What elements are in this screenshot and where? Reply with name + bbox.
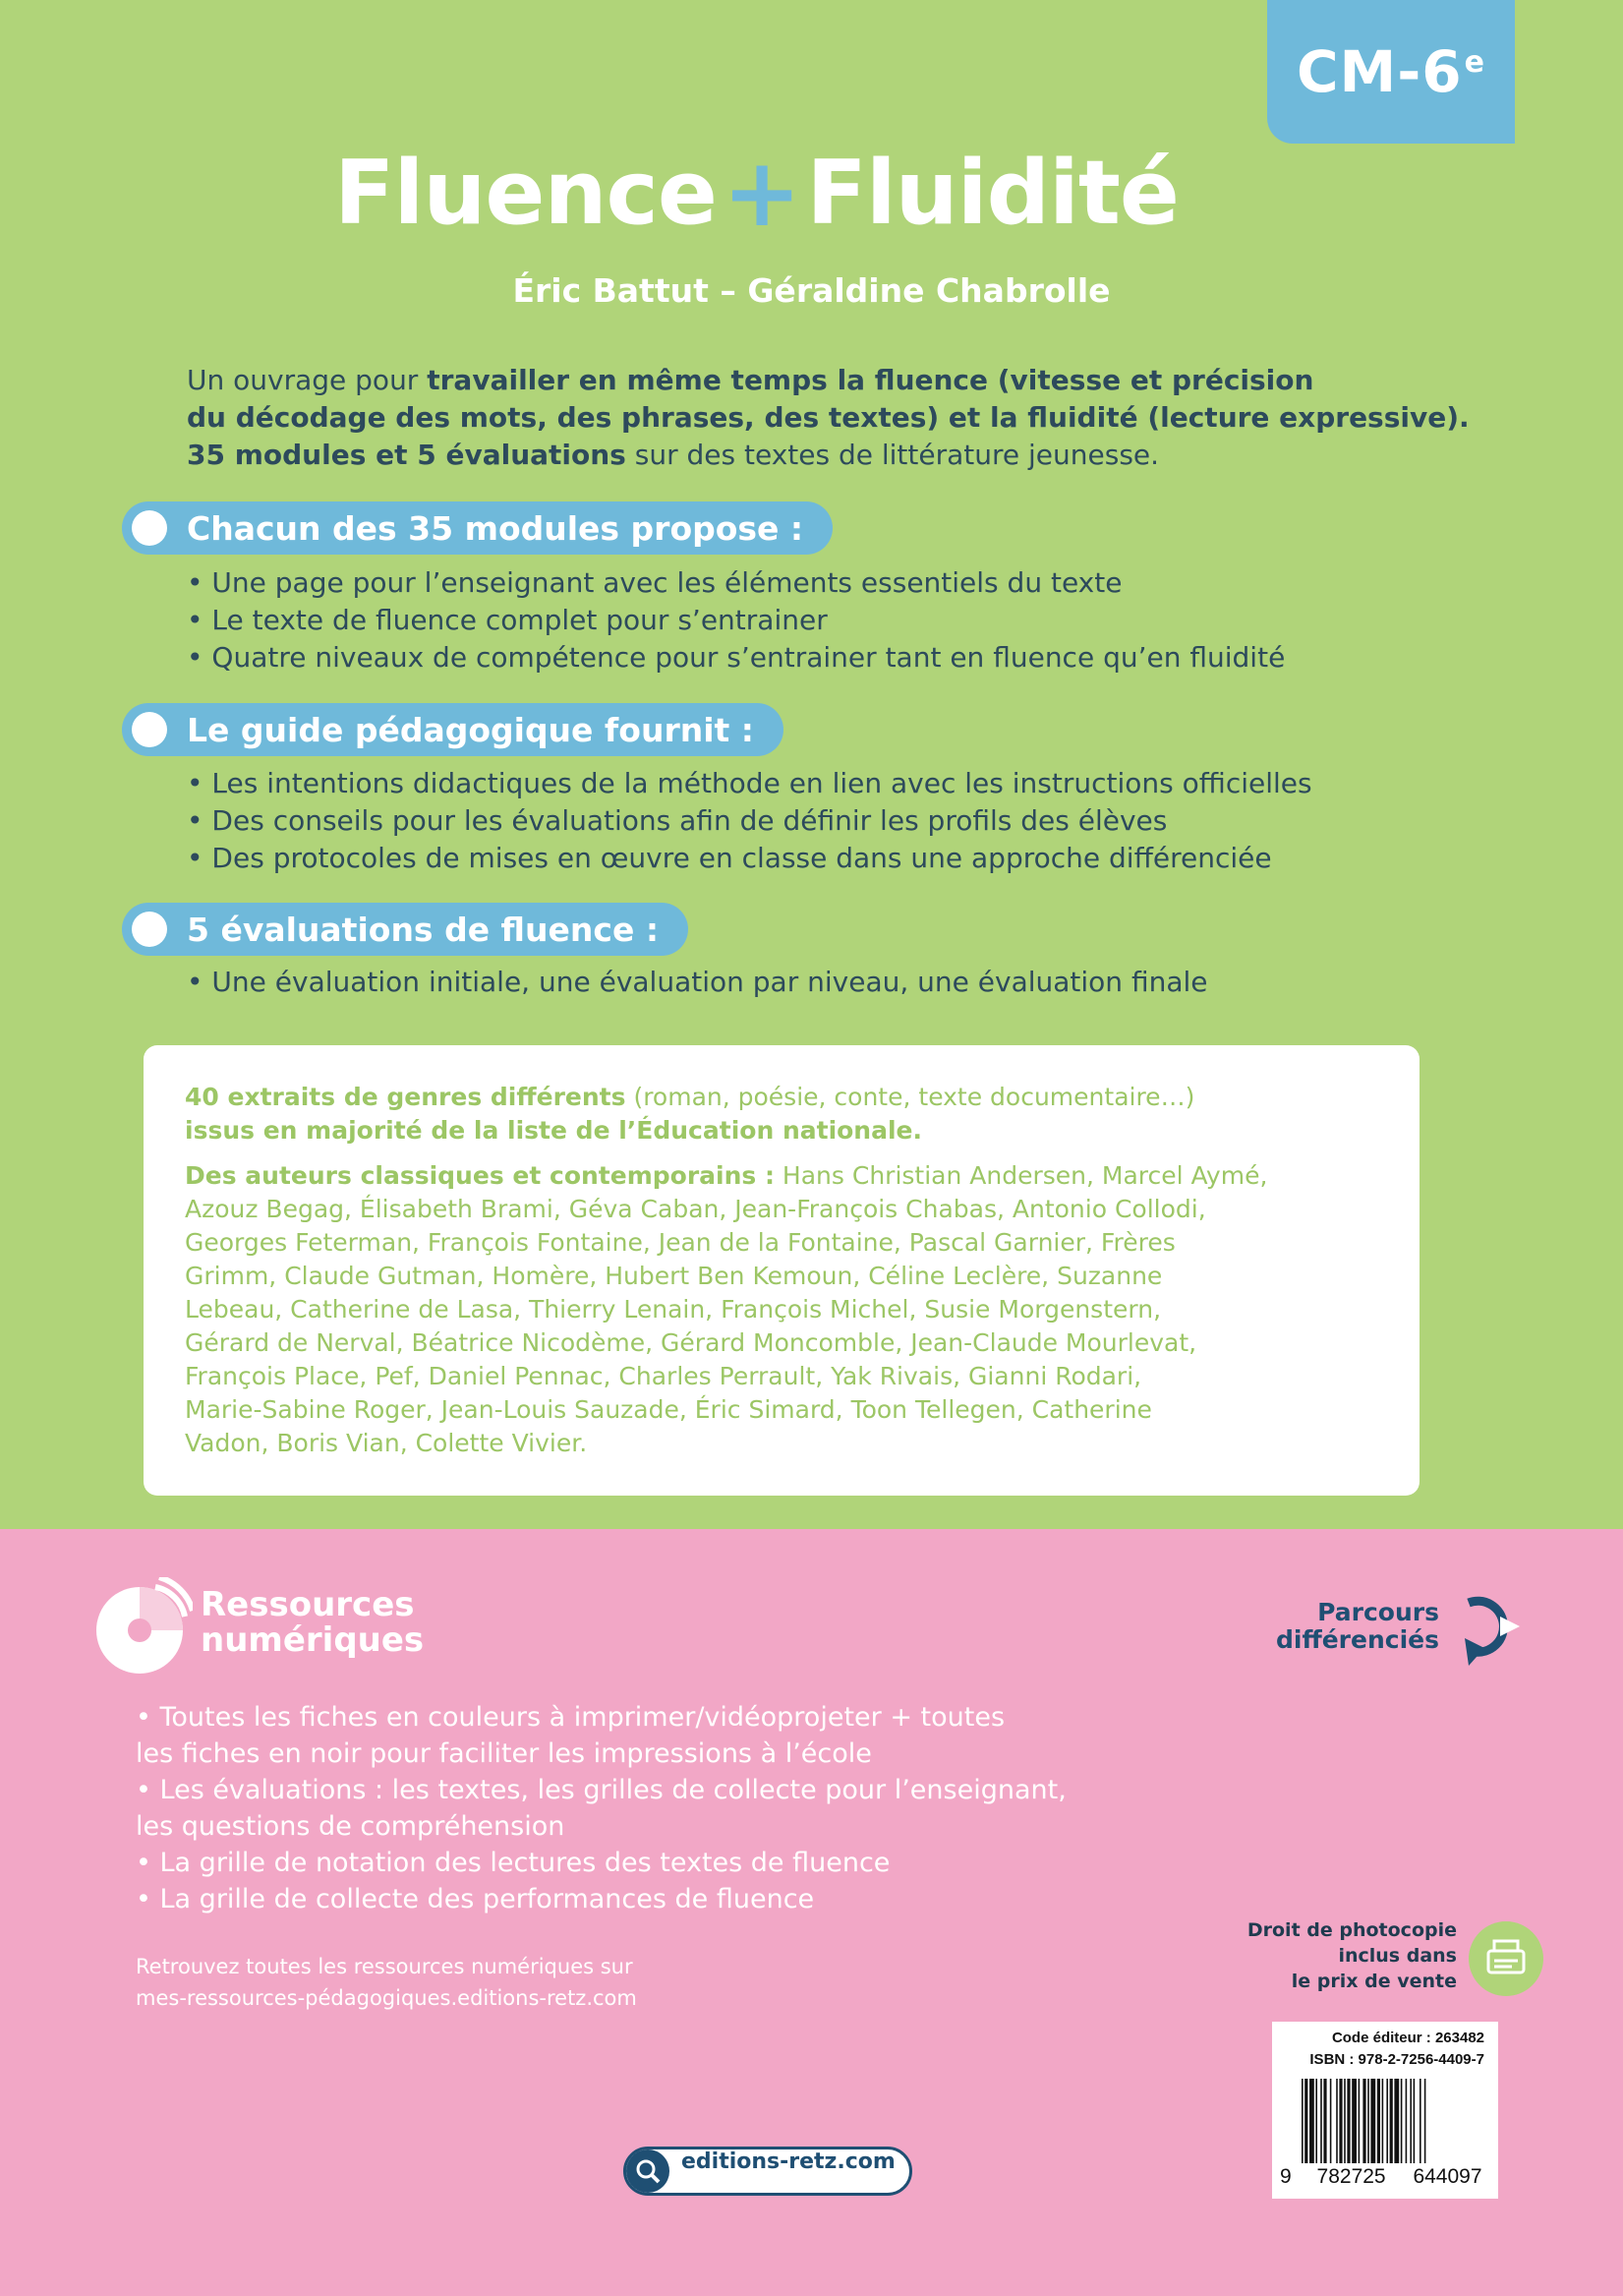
list-item: • Toutes les fiches en couleurs à imprimer/vidéoprojeter + toutes xyxy=(136,1702,1006,1733)
resources-url-note xyxy=(136,1951,637,2014)
cd-disc-icon xyxy=(94,1577,193,1676)
website-link[interactable] xyxy=(623,2147,912,2196)
box-p2-bold: Des auteurs classiques et contemporains : xyxy=(185,1161,775,1190)
list-item: • Le texte de fluence complet pour s’entrainer xyxy=(187,604,828,636)
search-icon xyxy=(626,2149,669,2193)
barcode-icon xyxy=(1302,2079,1475,2163)
list-item: • Une page pour l’enseignant avec les éléments essentiels du texte xyxy=(187,566,1123,599)
resources-logo-line1: Ressources xyxy=(201,1585,415,1624)
bullet-dot-icon xyxy=(132,510,167,546)
bullet-dot-icon xyxy=(132,712,167,747)
publisher-code: Code éditeur : 263482 xyxy=(1331,2030,1484,2046)
box-author-line: Marie-Sabine Roger, Jean-Louis Sauzade, Éric Simard, Toon Tellegen, Catherine xyxy=(185,1395,1152,1424)
parcours-line2: différenciés xyxy=(1276,1625,1439,1654)
list-item: les fiches en noir pour faciliter les impressions à l’école xyxy=(136,1738,872,1769)
resources-list xyxy=(136,1699,1067,1917)
box-line xyxy=(185,1083,1194,1111)
list-item: • Une évaluation initiale, une évaluation par niveau, une évaluation finale xyxy=(187,966,1208,998)
photocopier-icon xyxy=(1469,1921,1543,1996)
box-author-line: Grimm, Claude Gutman, Homère, Hubert Ben Kemoun, Céline Leclère, Suzanne xyxy=(185,1262,1163,1290)
list-item: • Quatre niveaux de compétence pour s’entrainer tant en fluence qu’en fluidité xyxy=(187,641,1286,674)
section-heading-text: Chacun des 35 modules propose : xyxy=(187,508,804,548)
resources-logo-text xyxy=(201,1587,424,1658)
parcours-line1: Parcours xyxy=(1317,1598,1439,1626)
website-label: editions-retz.com xyxy=(681,2149,896,2174)
barcode-digits-right: 644097 xyxy=(1413,2165,1482,2188)
section-heading-evaluations xyxy=(122,903,688,956)
resources-note-line1: Retrouvez toutes les ressources numériques sur xyxy=(136,1955,633,1978)
list-item: • La grille de collecte des performances de fluence xyxy=(136,1884,815,1914)
title-part1: Fluence xyxy=(334,141,717,245)
section-heading-text: 5 évaluations de fluence : xyxy=(187,910,660,949)
photocopy-line2: inclus dans xyxy=(1338,1945,1457,1967)
barcode-digits-left: 782725 xyxy=(1316,2165,1386,2188)
intro-line3-bold: 35 modules et 5 évaluations xyxy=(187,439,626,471)
box-author-line: Gérard de Nerval, Béatrice Nicodème, Gérard Moncomble, Jean-Claude Mourlevat, xyxy=(185,1328,1197,1357)
photocopy-line1: Droit de photocopie xyxy=(1246,1919,1457,1941)
section-heading-text: Le guide pédagogique fournit : xyxy=(187,710,754,749)
list-item: • Les évaluations : les textes, les grilles de collecte pour l’enseignant, xyxy=(136,1775,1067,1805)
box-author-line: Vadon, Boris Vian, Colette Vivier. xyxy=(185,1429,588,1457)
box-author-line: Lebeau, Catherine de Lasa, Thierry Lenain, François Michel, Susie Morgenstern, xyxy=(185,1295,1162,1324)
barcode-box xyxy=(1272,2022,1498,2199)
box-author-line: François Place, Pef, Daniel Pennac, Charles Perrault, Yak Rivais, Gianni Rodari, xyxy=(185,1362,1142,1390)
section-list-modules xyxy=(187,564,1285,677)
authors: Éric Battut – Géraldine Chabrolle xyxy=(512,271,1111,310)
isbn: ISBN : 978-2-7256-4409-7 xyxy=(1309,2051,1484,2068)
intro-line2-bold: du décodage des mots, des phrases, des textes) et la fluidité (lecture expressive). xyxy=(187,401,1470,434)
intro-line1-plain: Un ouvrage pour xyxy=(187,364,428,396)
parcours-logo-text xyxy=(1276,1599,1439,1654)
section-heading-modules xyxy=(122,501,833,555)
barcode-digit-first: 9 xyxy=(1280,2165,1292,2188)
resources-url-link[interactable]: mes-ressources-pédagogiques.editions-retz.com xyxy=(136,1986,637,2010)
barcode-digits xyxy=(1280,2165,1490,2189)
box-p1-rest: (roman, poésie, conte, texte documentaire…) xyxy=(625,1083,1195,1111)
title-part2: Fluidité xyxy=(806,141,1179,245)
box-line xyxy=(185,1161,1267,1190)
list-item: • Les intentions didactiques de la méthode en lien avec les instructions officielles xyxy=(187,767,1312,799)
list-item: • Des protocoles de mises en œuvre en classe dans une approche différenciée xyxy=(187,842,1272,874)
bullet-dot-icon xyxy=(132,912,167,947)
box-author-line: Georges Feterman, François Fontaine, Jean de la Fontaine, Pascal Garnier, Frères xyxy=(185,1228,1176,1257)
authors-box xyxy=(144,1045,1420,1496)
book-title xyxy=(334,134,1179,252)
arrow-loop-icon xyxy=(1455,1587,1524,1676)
level-label: CM-6 xyxy=(1296,38,1463,105)
photocopy-notice xyxy=(1180,1917,1457,1994)
intro-line1-bold: travailler en même temps la fluence (vitesse et précision xyxy=(427,364,1314,396)
box-p1-bold: 40 extraits de genres différents xyxy=(185,1083,626,1111)
list-item: les questions de compréhension xyxy=(136,1811,565,1842)
box-author-line: Hans Christian Andersen, Marcel Aymé, xyxy=(774,1161,1268,1190)
box-p1-line2: issus en majorité de la liste de l’Éducation nationale. xyxy=(185,1116,922,1145)
section-heading-guide xyxy=(122,703,783,756)
list-item: • Des conseils pour les évaluations afin de définir les profils des élèves xyxy=(187,804,1168,837)
list-item: • La grille de notation des lectures des textes de fluence xyxy=(136,1848,891,1878)
box-author-line: Azouz Begag, Élisabeth Brami, Géva Caban, Jean-François Chabas, Antonio Collodi, xyxy=(185,1195,1206,1223)
section-list-guide xyxy=(187,765,1312,877)
section-list-evaluations xyxy=(187,964,1208,1001)
level-superscript: e xyxy=(1464,44,1486,80)
level-tab xyxy=(1267,0,1515,144)
intro-line3-plain: sur des textes de littérature jeunesse. xyxy=(625,439,1160,471)
title-plus: + xyxy=(722,138,801,248)
intro-paragraph xyxy=(187,362,1494,474)
photocopy-line3: le prix de vente xyxy=(1291,1971,1457,1992)
resources-logo-line2: numériques xyxy=(201,1620,425,1660)
